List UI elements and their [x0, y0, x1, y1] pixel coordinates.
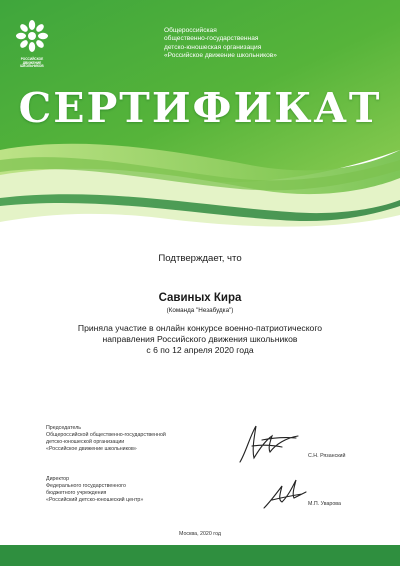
signatory-2-title: Директор Федерального государственного бюджетного учреждения «Российский детско-юношеский центр» [46, 476, 144, 503]
logo-caption: РОССИЙСКОЕ ДВИЖЕНИЕ ШКОЛЬНИКОВ [20, 57, 44, 69]
recipient-name: Савиных Кира [158, 292, 242, 304]
bottom-green-bar [0, 545, 400, 566]
signatory-2-name: М.П. Уварова [308, 501, 341, 507]
signature-1-icon [232, 418, 302, 468]
signatory-1-name: С.Н. Рязанский [308, 453, 346, 459]
award-description: Приняла участие в онлайн конкурсе военно-патриотического направления Российского движения школьников с 6 по 12 апреля 2020 года [77, 323, 323, 356]
footer-city-year: Москва, 2020 год [178, 531, 222, 537]
certificate-title: СЕРТИФИКАТ [18, 84, 382, 132]
signature-2-icon [258, 472, 308, 514]
organization-name: Общероссийская общественно-государственная детско-юношеская организация «Российское движение школьников» [164, 27, 277, 60]
confirms-text: Подтверждает, что [158, 253, 242, 264]
team-name: (Команда "Незабудка") [166, 307, 234, 314]
signatory-1-title: Председатель Общероссийской общественно-государственной детско-юношеской организации «Российское движение школьников» [46, 425, 166, 452]
